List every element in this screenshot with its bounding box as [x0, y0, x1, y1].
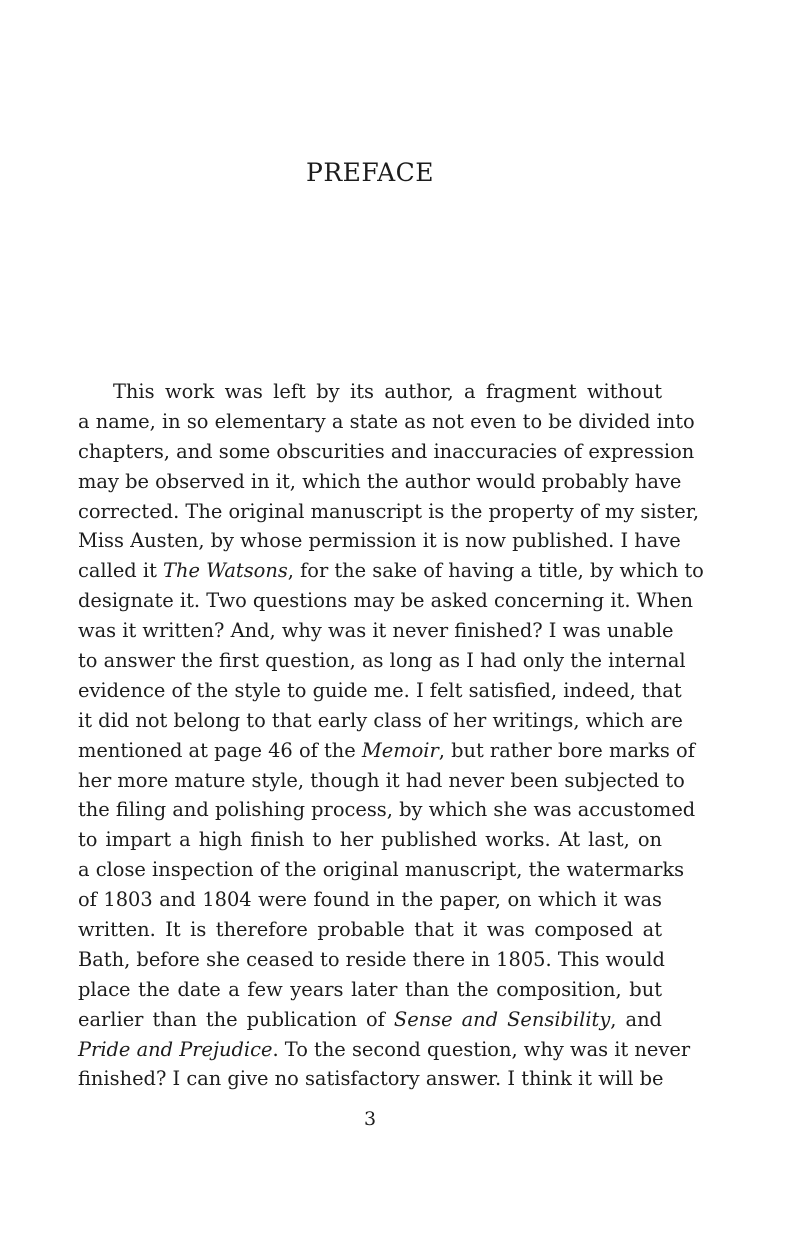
text-line: Miss Austen, by whose permission it is now published. I have	[78, 529, 681, 553]
text-line: finished? I can give no satisfactory answer. I think it will be	[78, 1067, 664, 1091]
text-line: Bath, before she ceased to reside there in 1805. This would	[78, 947, 665, 971]
text-line	[78, 1035, 691, 1065]
page-title: PREFACE	[306, 158, 434, 187]
text-line: of 1803 and 1804 were found in the paper, on which it was	[78, 888, 662, 912]
italic-title: Sense and Sensibility	[393, 1007, 611, 1031]
text-segment: , but rather bore marks of	[438, 738, 695, 762]
italic-title: Pride and Prejudice	[78, 1037, 273, 1061]
text-line: to impart a high finish to her published works. At last, on	[78, 828, 662, 852]
text-line: corrected. The original manuscript is the property of my sister,	[78, 499, 700, 523]
text-line	[78, 556, 704, 586]
italic-title: Memoir	[361, 738, 439, 762]
text-segment: , and	[610, 1007, 662, 1031]
text-line: a name, in so elementary a state as not even to be divided into	[78, 409, 695, 433]
text-segment: called it	[78, 559, 164, 583]
text-segment: mentioned at page 46 of the	[78, 738, 362, 762]
text-line	[78, 736, 695, 766]
text-line: her more mature style, though it had never been subjected to	[78, 768, 685, 792]
text-line: the filing and polishing process, by which she was accustomed	[78, 798, 696, 822]
italic-title: The Watsons	[163, 559, 288, 583]
page-number: 3	[363, 1108, 377, 1130]
preface-paragraph	[78, 377, 704, 1094]
text-segment: . To the second question, why was it never	[272, 1037, 691, 1061]
text-segment: , for the sake of having a title, by which to	[287, 559, 704, 583]
text-line: a close inspection of the original manuscript, the watermarks	[78, 858, 685, 882]
text-line	[78, 1005, 662, 1035]
text-line: may be observed in it, which the author would probably have	[78, 469, 682, 493]
text-line: evidence of the style to guide me. I felt satisfied, indeed, that	[78, 678, 682, 702]
text-line: it did not belong to that early class of her writings, which are	[78, 708, 683, 732]
text-line: chapters, and some obscurities and inaccuracies of expression	[78, 439, 695, 463]
text-line: was it written? And, why was it never finished? I was unable	[78, 619, 674, 643]
text-segment: earlier than the publication of	[78, 1007, 394, 1031]
text-line: designate it. Two questions may be asked concerning it. When	[78, 589, 694, 613]
text-line: written. It is therefore probable that it was composed at	[78, 918, 662, 942]
text-line: This work was left by its author, a fragment without	[113, 380, 662, 403]
text-line: place the date a few years later than the composition, but	[78, 977, 662, 1001]
text-line: to answer the first question, as long as I had only the internal	[78, 649, 686, 673]
